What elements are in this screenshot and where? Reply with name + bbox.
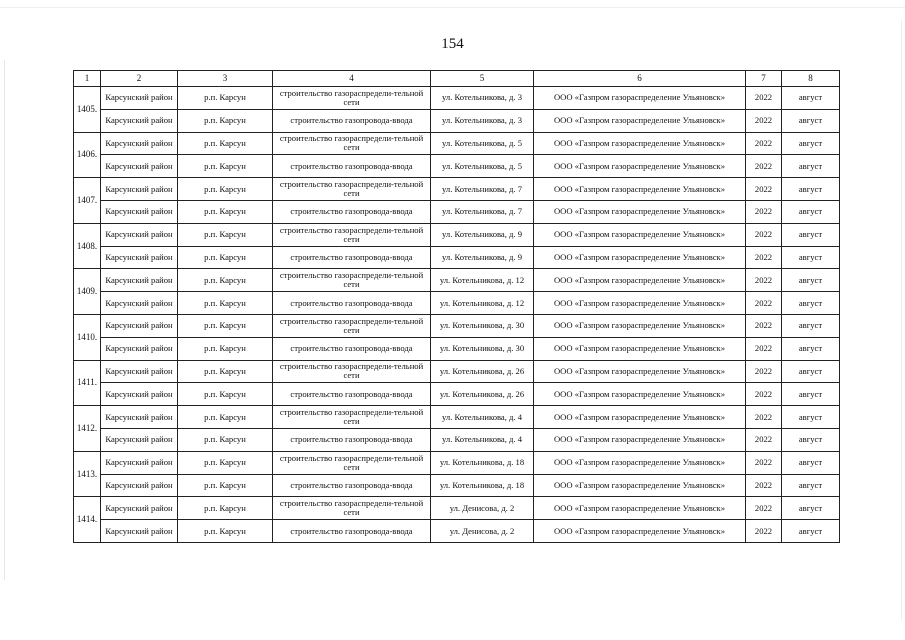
district-cell: Карсунский район <box>101 223 178 246</box>
address-cell: ул. Котельникова, д. 12 <box>431 269 534 292</box>
month-cell: август <box>782 497 840 520</box>
month-cell: август <box>782 132 840 155</box>
address-cell: ул. Котельникова, д. 26 <box>431 383 534 406</box>
district-cell: Карсунский район <box>101 337 178 360</box>
row-number-cell: 1414. <box>74 497 101 543</box>
settlement-cell: р.п. Карсун <box>178 178 273 201</box>
month-cell: август <box>782 360 840 383</box>
address-cell: ул. Котельникова, д. 7 <box>431 178 534 201</box>
table-row <box>74 292 840 315</box>
row-number-cell: 1408. <box>74 223 101 269</box>
district-cell: Карсунский район <box>101 292 178 315</box>
address-cell: ул. Котельникова, д. 9 <box>431 223 534 246</box>
district-cell: Карсунский район <box>101 155 178 178</box>
district-cell: Карсунский район <box>101 428 178 451</box>
row-number-cell: 1406. <box>74 132 101 178</box>
table-row <box>74 178 840 201</box>
table-row <box>74 428 840 451</box>
month-cell: август <box>782 406 840 429</box>
month-cell: август <box>782 292 840 315</box>
table-row <box>74 314 840 337</box>
organization-cell: ООО «Газпром газораспределение Ульяновск» <box>534 428 746 451</box>
year-cell: 2022 <box>746 87 782 110</box>
scan-edge-right <box>901 20 902 620</box>
month-cell: август <box>782 200 840 223</box>
table-row <box>74 246 840 269</box>
month-cell: август <box>782 178 840 201</box>
year-cell: 2022 <box>746 520 782 543</box>
work-type-cell: строительство газопровода-ввода <box>273 383 431 406</box>
year-cell: 2022 <box>746 132 782 155</box>
scan-edge-top <box>0 7 905 8</box>
address-cell: ул. Котельникова, д. 7 <box>431 200 534 223</box>
work-type-cell: строительство газопровода-ввода <box>273 337 431 360</box>
work-type-cell: строительство газораспредели-тельной сети <box>273 406 431 429</box>
settlement-cell: р.п. Карсун <box>178 474 273 497</box>
work-type-cell: строительство газораспредели-тельной сети <box>273 178 431 201</box>
row-number-cell: 1405. <box>74 87 101 133</box>
header-cell: 7 <box>746 71 782 87</box>
row-number-cell: 1410. <box>74 314 101 360</box>
work-type-cell: строительство газопровода-ввода <box>273 292 431 315</box>
header-cell: 6 <box>534 71 746 87</box>
table-row <box>74 474 840 497</box>
district-cell: Карсунский район <box>101 474 178 497</box>
district-cell: Карсунский район <box>101 360 178 383</box>
month-cell: август <box>782 520 840 543</box>
year-cell: 2022 <box>746 155 782 178</box>
work-type-cell: строительство газораспредели-тельной сети <box>273 87 431 110</box>
address-cell: ул. Котельникова, д. 5 <box>431 155 534 178</box>
district-cell: Карсунский район <box>101 520 178 543</box>
header-cell: 5 <box>431 71 534 87</box>
year-cell: 2022 <box>746 223 782 246</box>
table-row <box>74 497 840 520</box>
settlement-cell: р.п. Карсун <box>178 520 273 543</box>
work-type-cell: строительство газораспредели-тельной сети <box>273 314 431 337</box>
header-cell: 8 <box>782 71 840 87</box>
work-type-cell: строительство газораспредели-тельной сети <box>273 223 431 246</box>
settlement-cell: р.п. Карсун <box>178 87 273 110</box>
settlement-cell: р.п. Карсун <box>178 314 273 337</box>
month-cell: август <box>782 337 840 360</box>
year-cell: 2022 <box>746 314 782 337</box>
address-cell: ул. Котельникова, д. 4 <box>431 406 534 429</box>
district-cell: Карсунский район <box>101 200 178 223</box>
year-cell: 2022 <box>746 109 782 132</box>
work-type-cell: строительство газораспредели-тельной сети <box>273 451 431 474</box>
work-type-cell: строительство газопровода-ввода <box>273 200 431 223</box>
district-cell: Карсунский район <box>101 269 178 292</box>
work-type-cell: строительство газопровода-ввода <box>273 520 431 543</box>
address-cell: ул. Котельникова, д. 12 <box>431 292 534 315</box>
settlement-cell: р.п. Карсун <box>178 132 273 155</box>
organization-cell: ООО «Газпром газораспределение Ульяновск» <box>534 474 746 497</box>
year-cell: 2022 <box>746 292 782 315</box>
year-cell: 2022 <box>746 383 782 406</box>
address-cell: ул. Котельникова, д. 5 <box>431 132 534 155</box>
settlement-cell: р.п. Карсун <box>178 360 273 383</box>
month-cell: август <box>782 109 840 132</box>
district-cell: Карсунский район <box>101 383 178 406</box>
year-cell: 2022 <box>746 246 782 269</box>
organization-cell: ООО «Газпром газораспределение Ульяновск» <box>534 87 746 110</box>
year-cell: 2022 <box>746 406 782 429</box>
organization-cell: ООО «Газпром газораспределение Ульяновск» <box>534 497 746 520</box>
work-type-cell: строительство газопровода-ввода <box>273 246 431 269</box>
district-cell: Карсунский район <box>101 406 178 429</box>
settlement-cell: р.п. Карсун <box>178 383 273 406</box>
settlement-cell: р.п. Карсун <box>178 246 273 269</box>
settlement-cell: р.п. Карсун <box>178 109 273 132</box>
district-cell: Карсунский район <box>101 178 178 201</box>
table-row <box>74 337 840 360</box>
month-cell: август <box>782 269 840 292</box>
settlement-cell: р.п. Карсун <box>178 337 273 360</box>
settlement-cell: р.п. Карсун <box>178 406 273 429</box>
table-row <box>74 520 840 543</box>
organization-cell: ООО «Газпром газораспределение Ульяновск» <box>534 246 746 269</box>
page-number: 154 <box>441 36 464 52</box>
organization-cell: ООО «Газпром газораспределение Ульяновск» <box>534 406 746 429</box>
address-cell: ул. Котельникова, д. 30 <box>431 337 534 360</box>
year-cell: 2022 <box>746 269 782 292</box>
organization-cell: ООО «Газпром газораспределение Ульяновск» <box>534 132 746 155</box>
year-cell: 2022 <box>746 451 782 474</box>
address-cell: ул. Денисова, д. 2 <box>431 497 534 520</box>
month-cell: август <box>782 451 840 474</box>
organization-cell: ООО «Газпром газораспределение Ульяновск» <box>534 314 746 337</box>
year-cell: 2022 <box>746 360 782 383</box>
organization-cell: ООО «Газпром газораспределение Ульяновск» <box>534 337 746 360</box>
organization-cell: ООО «Газпром газораспределение Ульяновск» <box>534 155 746 178</box>
year-cell: 2022 <box>746 474 782 497</box>
settlement-cell: р.п. Карсун <box>178 292 273 315</box>
organization-cell: ООО «Газпром газораспределение Ульяновск» <box>534 383 746 406</box>
address-cell: ул. Котельникова, д. 4 <box>431 428 534 451</box>
row-number-cell: 1409. <box>74 269 101 315</box>
settlement-cell: р.п. Карсун <box>178 269 273 292</box>
table-row <box>74 451 840 474</box>
year-cell: 2022 <box>746 178 782 201</box>
address-cell: ул. Котельникова, д. 18 <box>431 451 534 474</box>
table-row <box>74 87 840 110</box>
district-cell: Карсунский район <box>101 246 178 269</box>
work-type-cell: строительство газопровода-ввода <box>273 428 431 451</box>
address-cell: ул. Денисова, д. 2 <box>431 520 534 543</box>
table-body <box>74 71 840 543</box>
address-cell: ул. Котельникова, д. 3 <box>431 109 534 132</box>
address-cell: ул. Котельникова, д. 18 <box>431 474 534 497</box>
gasification-table <box>73 70 840 543</box>
table-row <box>74 155 840 178</box>
settlement-cell: р.п. Карсун <box>178 428 273 451</box>
scan-edge-left <box>4 60 5 580</box>
year-cell: 2022 <box>746 200 782 223</box>
header-cell: 2 <box>101 71 178 87</box>
address-cell: ул. Котельникова, д. 3 <box>431 87 534 110</box>
district-cell: Карсунский район <box>101 109 178 132</box>
work-type-cell: строительство газораспредели-тельной сети <box>273 497 431 520</box>
table-row <box>74 109 840 132</box>
district-cell: Карсунский район <box>101 497 178 520</box>
table-row <box>74 269 840 292</box>
month-cell: август <box>782 246 840 269</box>
year-cell: 2022 <box>746 497 782 520</box>
district-cell: Карсунский район <box>101 132 178 155</box>
address-cell: ул. Котельникова, д. 26 <box>431 360 534 383</box>
organization-cell: ООО «Газпром газораспределение Ульяновск» <box>534 520 746 543</box>
settlement-cell: р.п. Карсун <box>178 497 273 520</box>
row-number-cell: 1413. <box>74 451 101 497</box>
year-cell: 2022 <box>746 337 782 360</box>
month-cell: август <box>782 87 840 110</box>
month-cell: август <box>782 314 840 337</box>
row-number-cell: 1412. <box>74 406 101 452</box>
organization-cell: ООО «Газпром газораспределение Ульяновск» <box>534 292 746 315</box>
organization-cell: ООО «Газпром газораспределение Ульяновск» <box>534 178 746 201</box>
settlement-cell: р.п. Карсун <box>178 155 273 178</box>
work-type-cell: строительство газораспредели-тельной сети <box>273 132 431 155</box>
header-row <box>74 71 840 87</box>
work-type-cell: строительство газопровода-ввода <box>273 109 431 132</box>
table-row <box>74 406 840 429</box>
table-row <box>74 360 840 383</box>
table-row <box>74 200 840 223</box>
district-cell: Карсунский район <box>101 314 178 337</box>
organization-cell: ООО «Газпром газораспределение Ульяновск» <box>534 269 746 292</box>
month-cell: август <box>782 223 840 246</box>
month-cell: август <box>782 155 840 178</box>
work-type-cell: строительство газораспредели-тельной сети <box>273 360 431 383</box>
settlement-cell: р.п. Карсун <box>178 451 273 474</box>
header-cell: 4 <box>273 71 431 87</box>
district-cell: Карсунский район <box>101 87 178 110</box>
organization-cell: ООО «Газпром газораспределение Ульяновск» <box>534 223 746 246</box>
month-cell: август <box>782 474 840 497</box>
row-number-cell: 1407. <box>74 178 101 224</box>
header-cell: 3 <box>178 71 273 87</box>
table-row <box>74 383 840 406</box>
address-cell: ул. Котельникова, д. 9 <box>431 246 534 269</box>
district-cell: Карсунский район <box>101 451 178 474</box>
settlement-cell: р.п. Карсун <box>178 223 273 246</box>
organization-cell: ООО «Газпром газораспределение Ульяновск» <box>534 200 746 223</box>
organization-cell: ООО «Газпром газораспределение Ульяновск» <box>534 109 746 132</box>
organization-cell: ООО «Газпром газораспределение Ульяновск» <box>534 451 746 474</box>
table-row <box>74 132 840 155</box>
table-row <box>74 223 840 246</box>
settlement-cell: р.п. Карсун <box>178 200 273 223</box>
work-type-cell: строительство газопровода-ввода <box>273 155 431 178</box>
row-number-cell: 1411. <box>74 360 101 406</box>
month-cell: август <box>782 428 840 451</box>
header-cell: 1 <box>74 71 101 87</box>
address-cell: ул. Котельникова, д. 30 <box>431 314 534 337</box>
year-cell: 2022 <box>746 428 782 451</box>
work-type-cell: строительство газопровода-ввода <box>273 474 431 497</box>
organization-cell: ООО «Газпром газораспределение Ульяновск» <box>534 360 746 383</box>
work-type-cell: строительство газораспредели-тельной сети <box>273 269 431 292</box>
month-cell: август <box>782 383 840 406</box>
